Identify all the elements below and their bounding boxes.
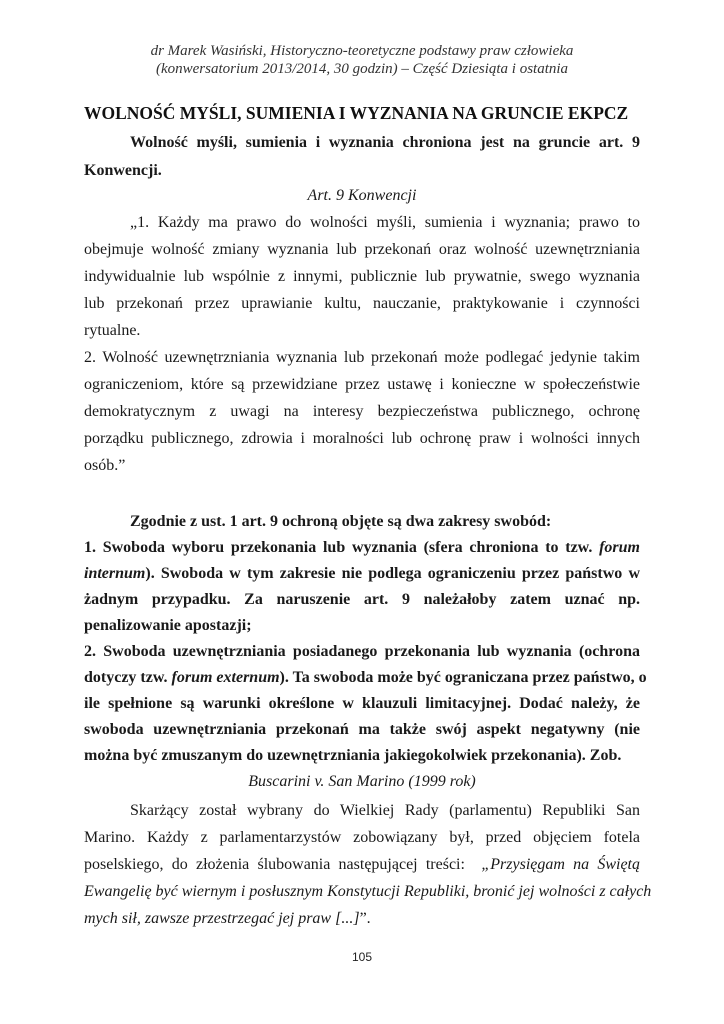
article-text-line-2: obejmuje wolność zmiany wyznania lub przekonań oraz wolność uzewnętrzniania <box>84 241 640 258</box>
scope-point-1-line-1: 1. Swoboda wyboru przekonania lub wyznania (sfera chroniona to tzw. forum <box>84 539 640 556</box>
case-heading: Buscarini v. San Marino (1999 rok) <box>248 773 476 790</box>
case-text-line-4: Ewangelię być wiernym i posłusznym Konstytucji Republiki, bronić jej wolności z całych <box>84 883 652 900</box>
page-number: 105 <box>351 950 373 964</box>
scope-point-1-line-3: żadnym przypadku. Za naruszenie art. 9 należałoby zatem uznać np. <box>84 591 640 608</box>
case-text-line-3: poselskiego, do złożenia ślubowania następującej treści: „Przysięgam na Świętą <box>84 856 640 873</box>
article-text-line-9: porządku publicznego, zdrowia i moralności lub ochronę praw i wolności innych <box>84 430 640 447</box>
running-header-line-1: dr Marek Wasiński, Historyczno-teoretyczne podstawy praw człowieka <box>150 43 574 59</box>
intro-line-2: Konwencji. <box>84 162 162 179</box>
article-text-line-4: lub przekonań przez uprawianie kultu, nauczanie, praktykowanie i czynności <box>84 295 640 312</box>
case-text-line-1: Skarżący został wybrany do Wielkiej Rady (parlamentu) Republiki San <box>130 802 640 819</box>
case-text-line-5: mych sił, zawsze przestrzegać jej praw [...]”. <box>84 910 371 927</box>
intro-line-1: Wolność myśli, sumienia i wyznania chroniona jest na gruncie art. 9 <box>130 134 640 151</box>
article-heading: Art. 9 Konwencji <box>307 187 417 204</box>
section-title: WOLNOŚĆ MYŚLI, SUMIENIA I WYZNANIA NA GRUNCIE EKPCZ <box>84 103 629 123</box>
scope-point-1-line-2: internum). Swoboda w tym zakresie nie podlega ograniczeniu przez państwo w <box>84 565 640 582</box>
article-text-line-7: ograniczeniom, które są przewidziane przez ustawę i konieczne w społeczeństwie <box>84 376 640 393</box>
running-header-line-2: (konwersatorium 2013/2014, 30 godzin) – Część Dziesiąta i ostatnia <box>155 61 569 77</box>
scope-point-1-line-4: penalizowanie apostazji; <box>84 617 252 634</box>
article-text-line-5: rytualne. <box>84 322 141 339</box>
scope-lead: Zgodnie z ust. 1 art. 9 ochroną objęte są dwa zakresy swobód: <box>130 513 552 530</box>
scope-point-2-line-3: ile spełnione są warunki określone w klauzuli limitacyjnej. Dodać należy, że <box>84 695 640 712</box>
scope-point-2-line-1: 2. Swoboda uzewnętrzniania posiadanego przekonania lub wyznania (ochrona <box>84 643 640 660</box>
article-text-line-6: 2. Wolność uzewnętrzniania wyznania lub przekonań może podlegać jedynie takim <box>84 349 640 366</box>
article-text-line-10: osób.” <box>84 457 126 474</box>
article-text-line-1: „1. Każdy ma prawo do wolności myśli, sumienia i wyznania; prawo to <box>130 214 640 231</box>
article-text-line-8: demokratycznym z uwagi na interesy bezpieczeństwa publicznego, ochronę <box>84 403 640 420</box>
article-text-line-3: indywidualnie lub wspólnie z innymi, publicznie lub prywatnie, swego wyznania <box>84 268 640 285</box>
case-text-line-2: Marino. Każdy z parlamentarzystów zobowiązany był, przed objęciem fotela <box>84 829 640 846</box>
scope-point-2-line-4: swoboda uzewnętrzniania przekonań ma także swój aspekt negatywny (nie <box>84 721 640 738</box>
scope-point-2-line-2: dotyczy tzw. forum externum). Ta swoboda może być ograniczana przez państwo, o <box>84 669 647 686</box>
scope-point-2-line-5: można być zmuszanym do uzewnętrzniania jakiegokolwiek przekonania). Zob. <box>84 747 622 764</box>
